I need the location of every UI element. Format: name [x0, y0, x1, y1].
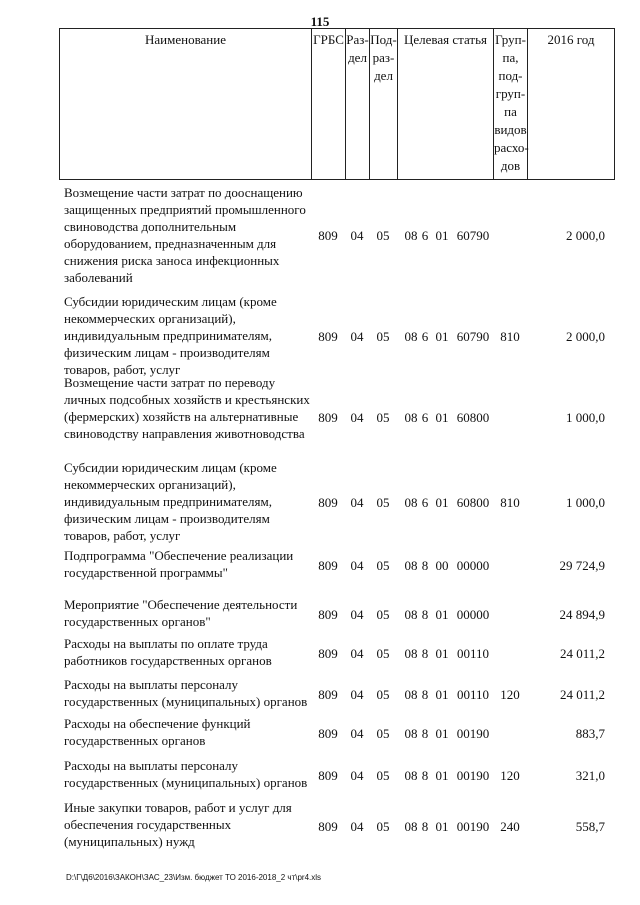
- table-row: [59, 184, 615, 286]
- row-amount: 24 894,9: [559, 607, 605, 622]
- row-group: 240: [500, 819, 520, 834]
- row-target-part-1: 08: [404, 228, 418, 243]
- row-razdel: 04: [350, 646, 364, 661]
- row-amount: 1 000,0: [566, 410, 605, 425]
- row-podrazdel: 05: [376, 687, 390, 702]
- row-target-part-1: 08: [404, 607, 418, 622]
- row-razdel: 04: [350, 819, 364, 834]
- row-name: Субсидии юридическим лицам (кроме некоммерческих организаций), индивидуальным предпринимателям, физическим лицам - производителям товаров, работ, услуг: [64, 294, 277, 377]
- row-razdel: 04: [350, 607, 364, 622]
- row-target-part-1: 08: [404, 410, 418, 425]
- row-amount: 29 724,9: [559, 558, 605, 573]
- row-target-part-4: 60790: [456, 329, 490, 344]
- table-row: [59, 757, 615, 793]
- row-grbs: 809: [318, 607, 338, 622]
- row-target-part-4: 00190: [456, 768, 490, 783]
- row-target-part-3: 01: [435, 410, 449, 425]
- row-amount: 24 011,2: [559, 687, 605, 702]
- row-group: 120: [500, 768, 520, 783]
- row-amount: 2 000,0: [566, 329, 605, 344]
- row-podrazdel: 05: [376, 768, 390, 783]
- header-podrazdel: Под- раз- дел: [370, 29, 398, 179]
- row-target-part-4: 60800: [456, 410, 490, 425]
- row-target-part-2: 8: [421, 687, 429, 702]
- row-amount: 24 011,2: [559, 646, 605, 661]
- row-target-part-3: 01: [435, 329, 449, 344]
- row-target-part-3: 01: [435, 228, 449, 243]
- row-name: Субсидии юридическим лицам (кроме некоммерческих организаций), индивидуальным предпринимателям, физическим лицам - производителям товаров, работ, услуг: [64, 460, 277, 543]
- row-target-part-2: 8: [421, 768, 429, 783]
- row-razdel: 04: [350, 726, 364, 741]
- row-grbs: 809: [318, 646, 338, 661]
- row-amount: 321,0: [575, 768, 605, 783]
- row-target-part-2: 8: [421, 646, 429, 661]
- header-group: Груп- па, под- груп- па видов расхо- дов: [494, 29, 528, 179]
- table-row: [59, 635, 615, 671]
- row-group: 120: [500, 687, 520, 702]
- row-grbs: 809: [318, 819, 338, 834]
- row-target-part-4: 00000: [456, 558, 490, 573]
- row-target-part-1: 08: [404, 558, 418, 573]
- row-grbs: 809: [318, 768, 338, 783]
- row-podrazdel: 05: [376, 228, 390, 243]
- row-target-part-3: 01: [435, 646, 449, 661]
- row-target-part-3: 01: [435, 687, 449, 702]
- row-name: Расходы на выплаты персоналу государственных (муниципальных) органов: [64, 758, 308, 790]
- row-podrazdel: 05: [376, 726, 390, 741]
- row-razdel: 04: [350, 558, 364, 573]
- row-target-part-2: 6: [421, 228, 429, 243]
- row-grbs: 809: [318, 495, 338, 510]
- row-target-part-1: 08: [404, 726, 418, 741]
- row-grbs: 809: [318, 329, 338, 344]
- row-target-part-3: 01: [435, 726, 449, 741]
- row-razdel: 04: [350, 495, 364, 510]
- row-name: Расходы на выплаты персоналу государственных (муниципальных) органов: [64, 677, 308, 709]
- page-number: 115: [310, 14, 330, 29]
- table-row: [59, 596, 615, 632]
- row-target-part-1: 08: [404, 768, 418, 783]
- row-target-part-4: 00000: [456, 607, 490, 622]
- row-amount: 883,7: [575, 726, 605, 741]
- row-target-part-2: 8: [421, 607, 429, 622]
- row-group: 810: [500, 329, 520, 344]
- row-razdel: 04: [350, 228, 364, 243]
- header-razdel: Раз- дел: [346, 29, 370, 179]
- row-razdel: 04: [350, 768, 364, 783]
- row-target-part-2: 6: [421, 410, 429, 425]
- row-podrazdel: 05: [376, 558, 390, 573]
- row-grbs: 809: [318, 410, 338, 425]
- row-grbs: 809: [318, 558, 338, 573]
- row-target-part-1: 08: [404, 687, 418, 702]
- row-podrazdel: 05: [376, 819, 390, 834]
- row-name: Иные закупки товаров, работ и услуг для обеспечения государственных (муниципальных) нужд: [64, 800, 292, 849]
- row-target-part-2: 8: [421, 726, 429, 741]
- row-target-part-2: 6: [421, 495, 429, 510]
- file-path-footer: D:\Г\Д6\2016\ЗАКОН\ЗАС_23\Изм. бюджет ТО 2016-2018_2 чт\pr4.xls: [66, 873, 322, 882]
- table-row: [59, 459, 615, 544]
- table-row: [59, 374, 615, 459]
- table-row: [59, 293, 615, 378]
- row-name: Возмещение части затрат по дооснащению защищенных предприятий промышленного свиноводства дополнительным оборудованием, предназначенным для снижения риска заноса инфекционных заболеваний: [64, 185, 306, 285]
- row-grbs: 809: [318, 726, 338, 741]
- row-target-part-4: 00110: [456, 646, 490, 661]
- table-row: [59, 676, 615, 712]
- row-target-part-4: 00190: [456, 726, 490, 741]
- table-row: [59, 799, 615, 852]
- table-header: [59, 28, 615, 180]
- header-target: Целевая статья: [398, 29, 494, 179]
- row-razdel: 04: [350, 410, 364, 425]
- row-target-part-3: 01: [435, 819, 449, 834]
- row-target-part-2: 8: [421, 558, 429, 573]
- row-name: Подпрограмма "Обеспечение реализации государственной программы": [64, 548, 294, 580]
- row-target-part-1: 08: [404, 819, 418, 834]
- header-year: 2016 год: [547, 32, 595, 47]
- row-amount: 558,7: [575, 819, 605, 834]
- row-podrazdel: 05: [376, 646, 390, 661]
- header-name: Наименование: [60, 29, 312, 179]
- row-razdel: 04: [350, 687, 364, 702]
- row-name: Мероприятие "Обеспечение деятельности государственных органов": [64, 597, 298, 629]
- row-target-part-4: 00110: [456, 687, 490, 702]
- row-podrazdel: 05: [376, 410, 390, 425]
- row-grbs: 809: [318, 228, 338, 243]
- row-target-part-3: 00: [435, 558, 449, 573]
- row-podrazdel: 05: [376, 607, 390, 622]
- row-target-part-2: 6: [421, 329, 429, 344]
- row-target-part-1: 08: [404, 495, 418, 510]
- row-amount: 1 000,0: [566, 495, 605, 510]
- table-row: [59, 715, 615, 751]
- row-target-part-4: 60800: [456, 495, 490, 510]
- row-target-part-3: 01: [435, 495, 449, 510]
- row-target-part-1: 08: [404, 646, 418, 661]
- row-target-part-1: 08: [404, 329, 418, 344]
- row-podrazdel: 05: [376, 495, 390, 510]
- row-target-part-4: 60790: [456, 228, 490, 243]
- row-razdel: 04: [350, 329, 364, 344]
- row-name: Расходы на обеспечение функций государственных органов: [64, 716, 251, 748]
- row-name: Возмещение части затрат по переводу личных подсобных хозяйств и крестьянских (фермерских) хозяйств на альтернативные свиноводству направления животноводства: [64, 375, 310, 441]
- row-grbs: 809: [318, 687, 338, 702]
- row-name: Расходы на выплаты по оплате труда работников государственных органов: [64, 636, 272, 668]
- row-podrazdel: 05: [376, 329, 390, 344]
- row-target-part-2: 8: [421, 819, 429, 834]
- row-target-part-4: 00190: [456, 819, 490, 834]
- header-grbs: ГРБС: [312, 29, 346, 179]
- row-group: 810: [500, 495, 520, 510]
- row-target-part-3: 01: [435, 768, 449, 783]
- row-amount: 2 000,0: [566, 228, 605, 243]
- row-target-part-3: 01: [435, 607, 449, 622]
- table-row: [59, 547, 615, 583]
